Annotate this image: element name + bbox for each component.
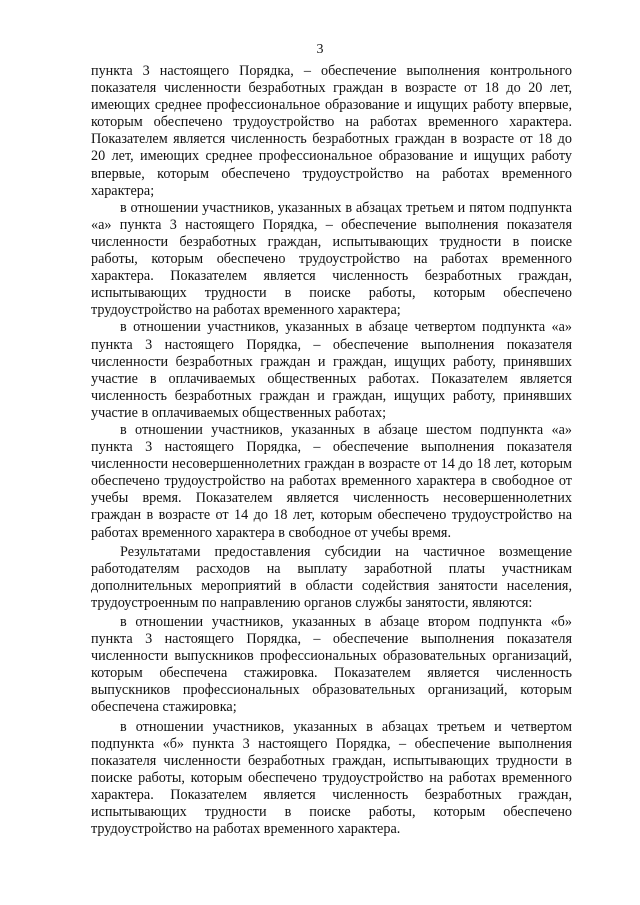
page-number: 3 (316, 42, 324, 57)
paragraph-continuation: пункта 3 настоящего Порядка, – обеспечение выполнения контрольного показателя численности безработных граждан в возрасте от 18 до 20 лет, имеющих среднее профессиональное образование и ищущих работу впервые, которым обеспечено трудоустройство на работах временного характера. Показателем является численность безработных граждан в возрасте от 18 до 20 лет, имеющих среднее профессиональное образование и ищущих работу впервые, которым обеспечено трудоустройство на работах временного характера; (91, 63, 572, 199)
paragraph-item-4: в отношении участников, указанных в абзаце четвертом подпункта «а» пункта 3 настоящего Порядка, – обеспечение выполнения показателя численности безработных граждан и граждан, ищущих работу, принявших участие в оплачиваемых общественных работах. Показателем является численность безработных граждан и граждан, ищущих работу, принявших участие в оплачиваемых общественных работах; (91, 319, 572, 421)
document-body (91, 63, 572, 838)
paragraph-item-3-5: в отношении участников, указанных в абзацах третьем и пятом подпункта «а» пункта 3 настоящего Порядка, – обеспечение выполнения показателя численности безработных граждан, испытывающих трудности в поиске работы, которым обеспечено трудоустройство на работах временного характера. Показателем является численность безработных граждан, испытывающих трудности в поиске работы, которым обеспечено трудоустройство на работах временного характера; (91, 199, 572, 319)
paragraph-item-b-2: в отношении участников, указанных в абзаце втором подпункта «б» пункта 3 настоящего Порядка, – обеспечение выполнения показателя численности выпускников профессиональных образовательных организаций, которым обеспечена стажировка. Показателем является численность выпускников профессиональных образовательных организаций, которым обеспечена стажировка; (91, 614, 572, 716)
paragraph-item-6: в отношении участников, указанных в абзаце шестом подпункта «а» пункта 3 настоящего Порядка, – обеспечение выполнения показателя численности несовершеннолетних граждан в возрасте от 14 до 18 лет, которым обеспечено трудоустройство на работах временного характера в свободное от учебы время. Показателем является численность несовершеннолетних граждан в возрасте от 14 до 18 лет, которым обеспечено трудоустройство на работах временного характера в свободное от учебы время. (91, 421, 572, 541)
paragraph-item-b-3-4: в отношении участников, указанных в абзацах третьем и четвертом подпункта «б» пункта 3 настоящего Порядка, – обеспечение выполнения показателя численности безработных граждан, испытывающих трудности в поиске работы, которым обеспечено трудоустройство на работах временного характера. Показателем является численность безработных граждан, испытывающих трудности в поиске работы, которым обеспечено трудоустройство на работах временного характера. (91, 718, 572, 838)
paragraph-results-intro: Результатами предоставления субсидии на частичное возмещение работодателям расходов на выплату заработной платы участникам дополнительных мероприятий в области содействия занятости населения, трудоустроенным по направлению органов службы занятости, являются: (91, 543, 572, 611)
